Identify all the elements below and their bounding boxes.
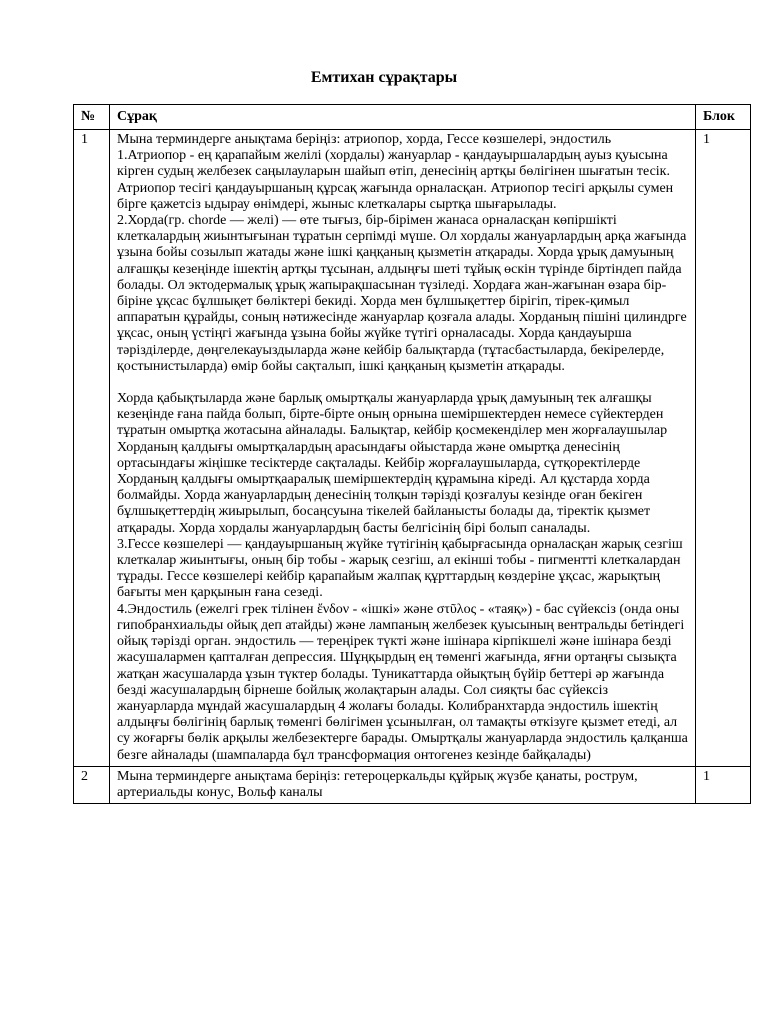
table-row xyxy=(74,130,751,767)
header-question: Сұрақ xyxy=(110,105,696,130)
questions-table xyxy=(73,104,751,804)
page-title: Емтихан сұрақтары xyxy=(310,69,458,86)
header-number: № xyxy=(74,105,110,130)
question-paragraph: 1.Атриопор - ең қарапайым желілі (хордалы) жануарлар - қандауыршалардың ауыз қуысына кірген судың желбезек саңылауларын шайып өтіп, денесінің артқы бөлігінен шығатын тесік. Атриопор тесігі қандауыршаның құрсақ жағында орналасқан. Атриопор тесігі арқылы сумен бірге қажетсіз ыдырау өнімдері, жыныс клеткалары сыртқа шығарылады. xyxy=(117,148,674,212)
question-paragraph: 3.Гессе көзшелері — қандауыршаның жүйке түтігінің қабырғасында орналасқан жарық сезгіш клеткалар жиынтығы, оның бір тобы - жарық сезгіш, ал екінші тобы - пигментті клеткалардан тұрады. Гессе көзшелері кейбір қарапайым жалпақ құрттардың көздеріне ұқсас, жарықтың бағыты мен қарқынын ғана сезеді. xyxy=(117,536,683,601)
row-number: 2 xyxy=(74,766,110,803)
question-paragraph: Мына терминдерге анықтама беріңіз: атриопор, хорда, Гессе көзшелері, эндостиль xyxy=(117,132,612,147)
question-paragraph: 2.Хорда(гр. chorde — желі) — өте тығыз, бір-бірімен жанаса орналасқан көпіршікті клеткалардың жиынтығынан тұратын серпімді мүше. Ол хордалы жануарлардың арқа жағында ұзына бойы созылып жатады және ішкі қаңқаның қызметін атқарады. Хорда ұрық дамуының алғашқы кезеңінде ішектің артқы тұсынан, алдыңғы шеті тұйық өскін түрінде біртіндеп пайда болады. Ол эктодермалық ұрық жапырақшасынан түзіледі. Хордаға жан-жағынан өзара бір-біріне ұқсас бұлшықет бөліктері бекиді. Хорда мен бұлшықеттер бірігіп, тірек-қимыл аппаратын құрайды, соның нәтижесінде жануарлар қозғала алады. Хорданың пішіні цилиндрге ұқсас, оның үстіңгі жағында ұзына бойы жүйке түтігі орналасады. Хорда қандауырша тәрізділерде, дөңгелекауыздыларда және кейбір балықтарда (тұтасбастыларда, бекірелерде, қостынистыларда) өмір бойы сақталып, ішкі қаңқаның қызметін атқарады. xyxy=(117,213,687,374)
table-row xyxy=(74,766,751,803)
header-block: Блок xyxy=(696,105,751,130)
row-block: 1 xyxy=(696,130,751,767)
table-header-row xyxy=(74,105,751,130)
question-paragraph: 4.Эндостиль (ежелгі грек тілінен ἔνδον - «ішкі» және στῦλος - «таяқ») - бас сүйексіз (онда оны гипобранхиальды ойық деп атайды) және лампаның желбезек қуысының вентральды бетіндегі ойық тәрізді орган. эндостиль — тереңірек түкті және ішінара кірпікшелі және ішінара безді жасушалармен қапталған депрессия. Шұңқырдың ең төменгі жағында, яғни ортаңғы сызықта жатқан жасушаларда ұзын түктер болады. Туникаттарда ойықтың бүйір беттері әр жағында безді жасушалардың бірнеше бойлық жолақтарын алады. Сол сияқты бас сүйексіз жануарларда мұндай жасушалардың 4 жолағы болады. Колибранхтарда эндостиль ішектің алдыңғы бөлігінің барлық төменгі бөлігімен ұсынылған, ол тамақты өткізуге қызмет етеді, ал су жоғарғы бөлік арқылы желбезектерге барады. Омыртқалы жануарларда эндостиль қалқанша безге айналады (шампаларда бұл трансформация онтогенез кезінде байқалады) xyxy=(117,601,688,763)
question-paragraph: Мына терминдерге анықтама беріңіз: гетероцеркальды құйрық жүзбе қанаты, рострум, артериальды конус, Вольф каналы xyxy=(117,768,638,800)
question-paragraph: Хорда қабықтыларда және барлық омыртқалы жануарларда ұрық дамуының тек алғашқы кезеңінде ғана пайда болып, бірте-бірте оның орнына шеміршектерден немесе сүйектерден тұратын омыртқа жотасына айналады. Балықтар, кейбір қосмекенділер мен жорғалаушылар Хорданың қалдығы омыртқалардың арасындағы ойыстарда және омыртқа денесінің ортасындағы жіңішке тесіктерде сақталады. Кейбір жорғалаушыларда, сүтқоректілерде Хорданың қалдығы омыртқааралық шеміршектердің құрамына кіреді. Ал құстарда хорда болмайды. Хорда жануарлардың денесінің толқын тәрізді қозғалуы кезінде оған бекіген бұлшықеттердің жиырылып, босаңсуына тікелей байланысты болады да, тіректік қызмет атқарады. Хорда хордалы жануарлардың басты белгісінің бірі болып саналады. xyxy=(117,391,668,536)
paragraph-spacer xyxy=(117,375,688,391)
question-cell xyxy=(110,766,696,803)
question-cell xyxy=(110,130,696,767)
row-number: 1 xyxy=(74,130,110,767)
row-block: 1 xyxy=(696,766,751,803)
